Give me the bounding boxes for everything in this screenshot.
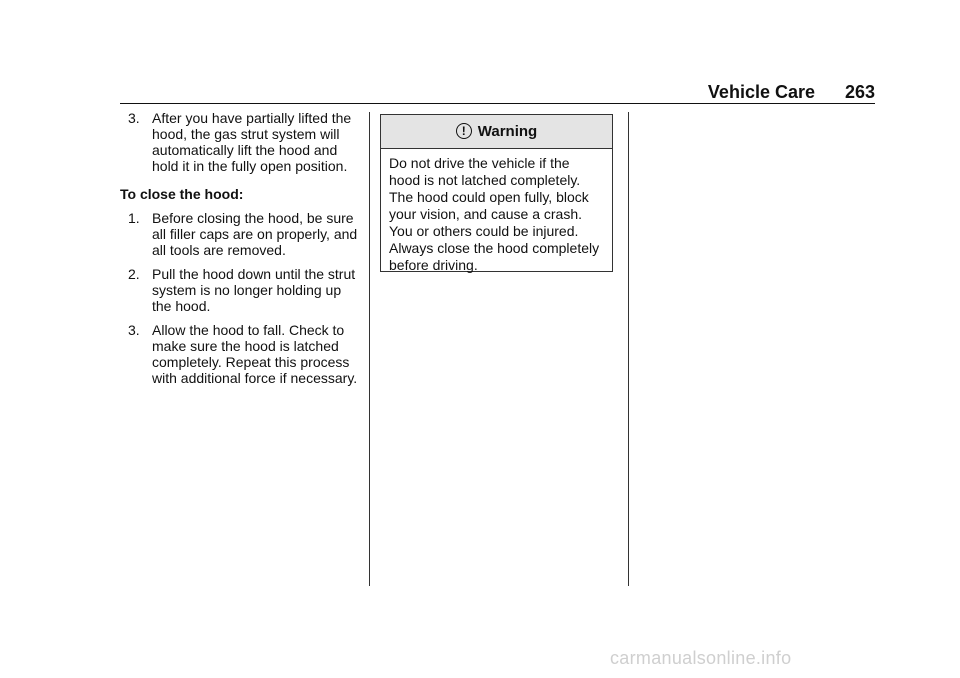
step-text: Pull the hood down until the strut system is no longer holding up the hood.: [152, 266, 356, 314]
close-step-3: [120, 322, 360, 386]
page-number: 263: [844, 82, 875, 102]
column-divider-left: [369, 112, 370, 586]
step-text: Before closing the hood, be sure all filler caps are on properly, and all tools are removed.: [152, 210, 358, 258]
open-step-3: [120, 110, 360, 174]
step-number: 1.: [128, 210, 140, 226]
close-step-1: [120, 210, 360, 258]
column-divider-right: [628, 112, 629, 586]
step-number: 3.: [128, 322, 140, 338]
exclamation-circle-icon: !: [456, 123, 472, 139]
step-number: 3.: [128, 110, 140, 126]
section-title: Vehicle Care: [707, 82, 815, 102]
warning-box: [380, 114, 613, 272]
page-header: [0, 80, 875, 104]
left-column: [120, 110, 360, 394]
step-number: 2.: [128, 266, 140, 282]
step-text: After you have partially lifted the hood, the gas strut system will automatically lift the hood and hold it in the fully open position.: [152, 110, 352, 174]
step-text: Allow the hood to fall. Check to make sure the hood is latched completely. Repeat this process with additional force if necessary.: [152, 322, 358, 386]
warning-header: [381, 115, 612, 149]
warning-title: Warning: [477, 123, 538, 140]
watermark: carmanualsonline.info: [610, 648, 792, 668]
warning-text: Do not drive the vehicle if the hood is not latched completely. The hood could open fully, block your vision, and cause a crash. You or others could be injured. Always close the hood completely before driving.: [389, 155, 600, 273]
close-step-2: [120, 266, 360, 314]
close-hood-heading: To close the hood:: [120, 186, 244, 202]
header-rule: [120, 103, 875, 104]
